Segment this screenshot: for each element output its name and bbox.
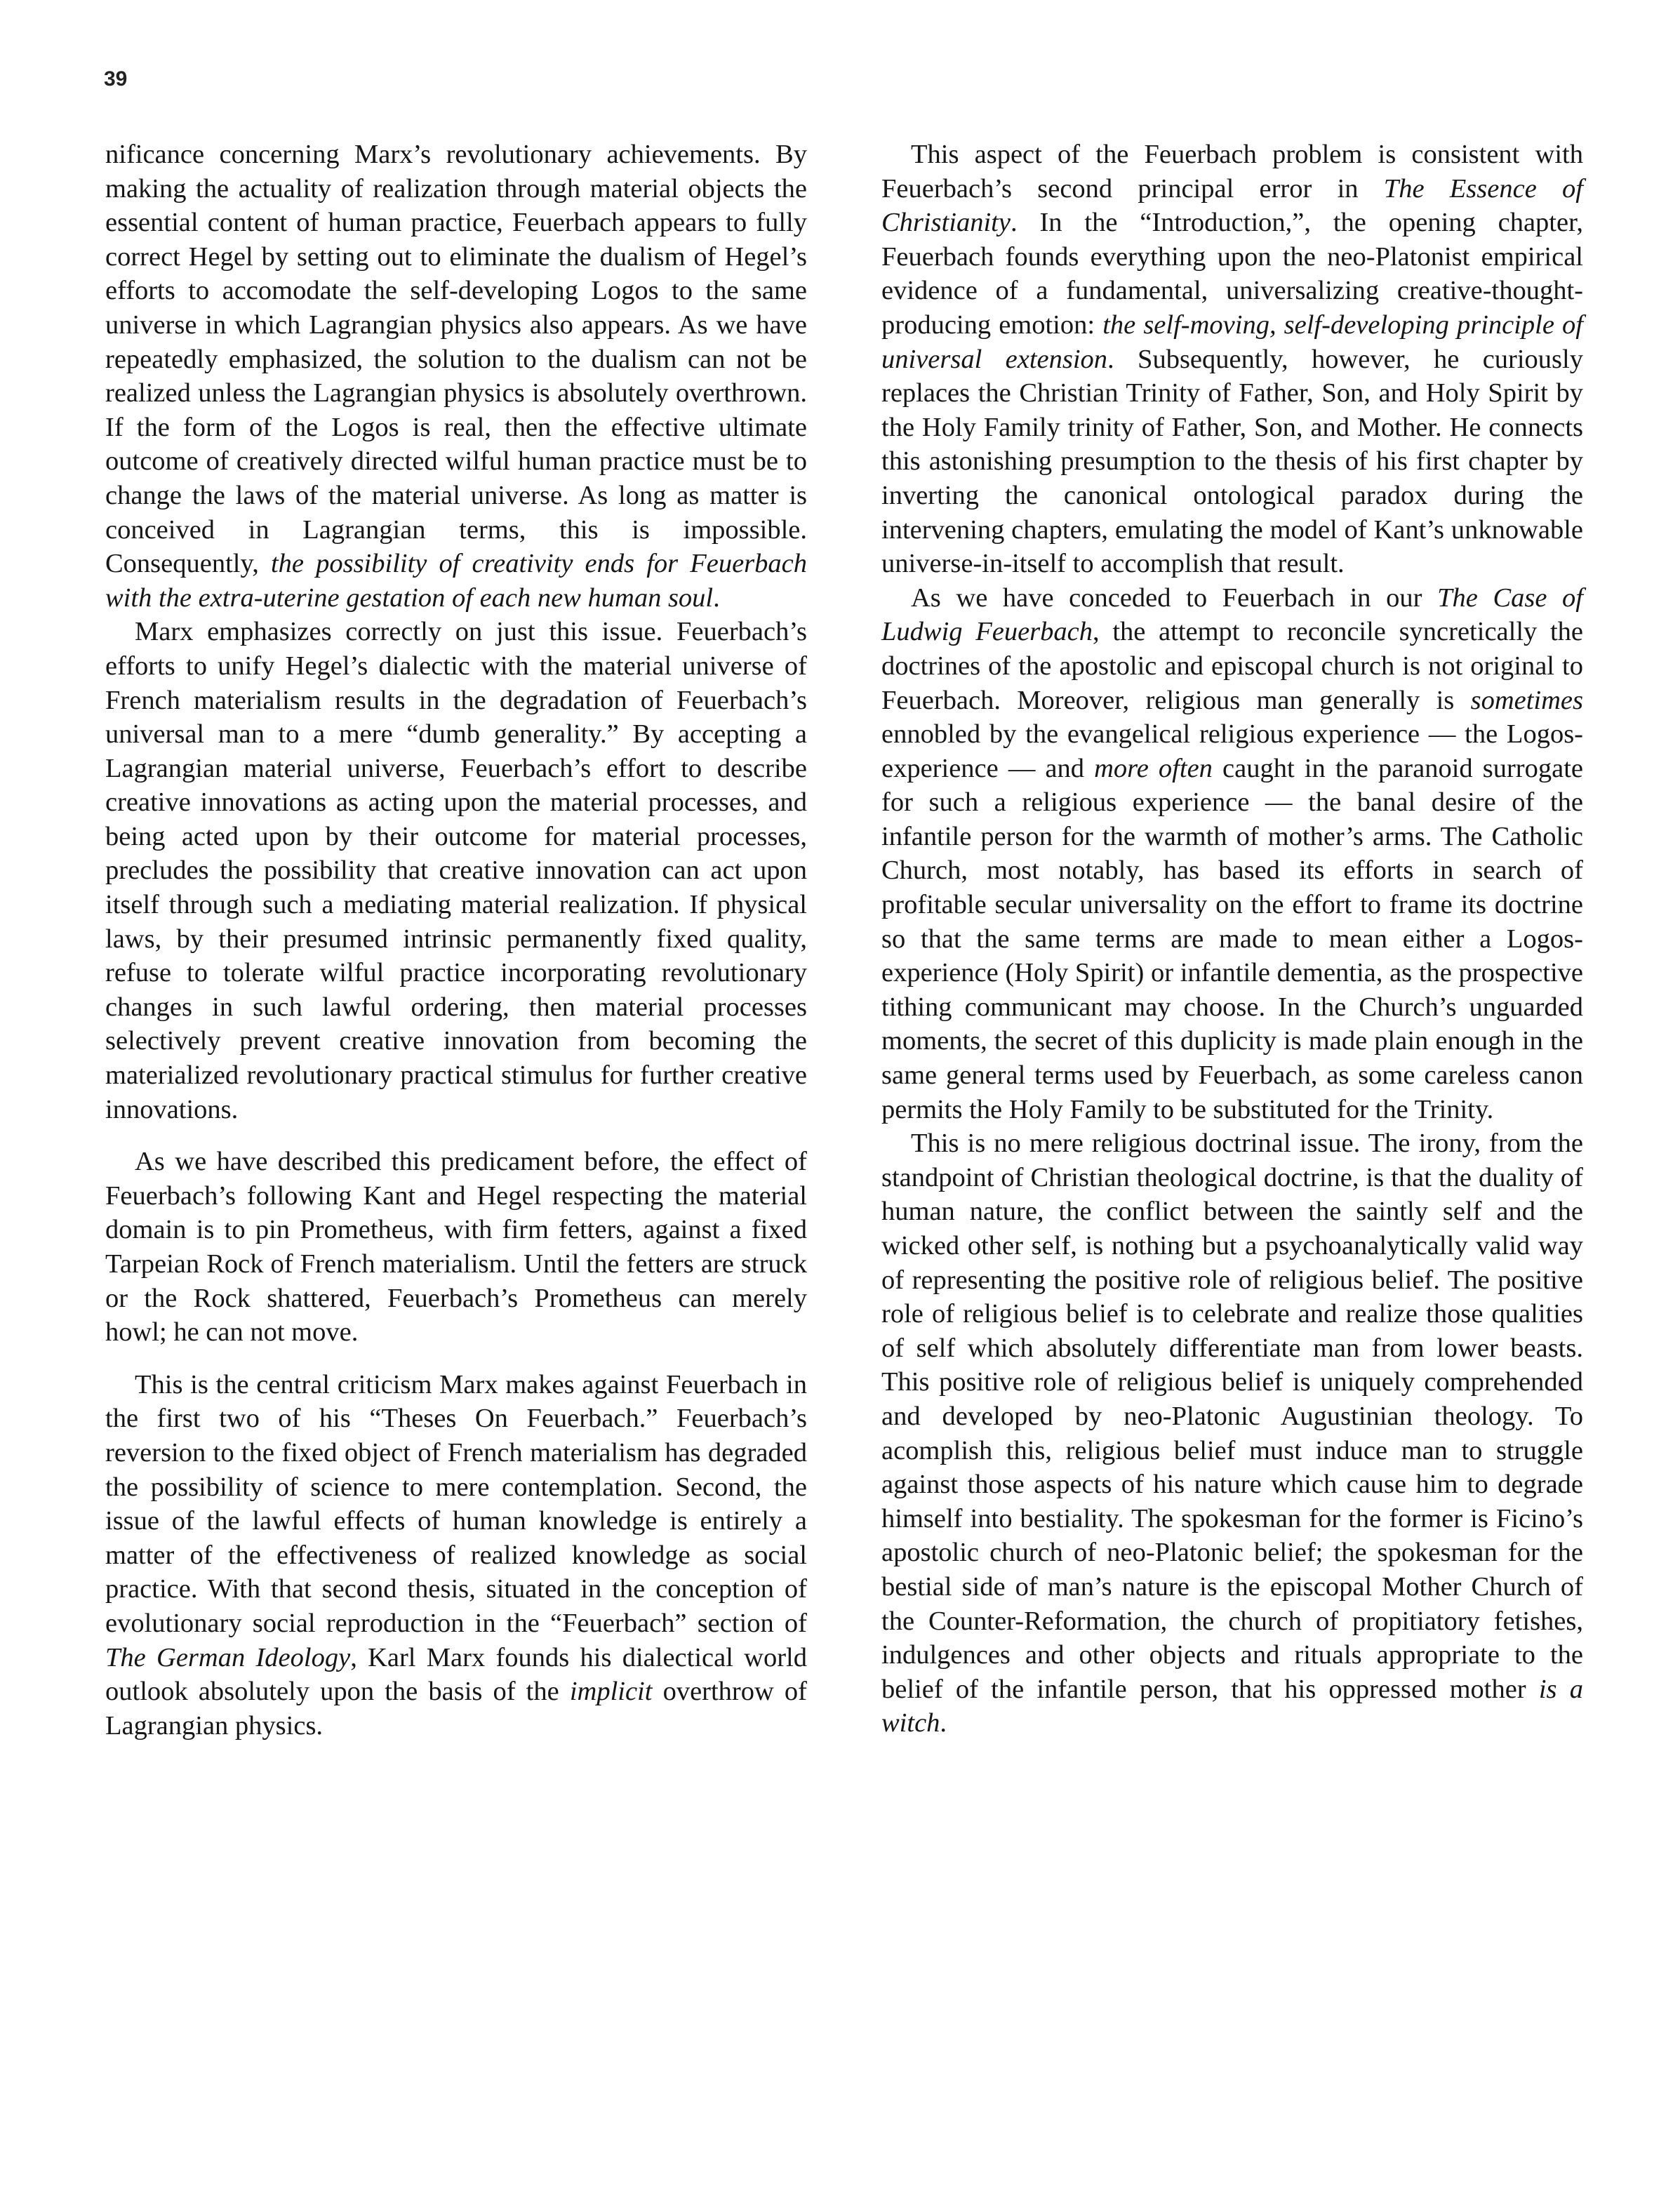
text-run: nificance concerning Marx’s revolutionary achievements. By making the actuality of realization through material objects the essential content of human practice, Feuerbach appears to fully correct Hegel by setting out to eliminate the dualism of Hegel’s efforts to accomodate the self-developing Logos to the same universe in which Lagrangian physics also appears. As we have repeatedly emphasized, the solution to the dualism can not be realized unless the Lagrangian physics is absolutely overthrown. If the form of the Logos is real, then the effective ultimate outcome of creatively directed wilful human practice must be to change the laws of the material universe. As long as matter is conceived in Lagrangian terms, this is impossible. Consequently, xyxy=(105,140,807,579)
right-column xyxy=(881,138,1583,1741)
italic-text: implicit xyxy=(569,1677,653,1707)
paragraph xyxy=(881,581,1583,1127)
text-run: . xyxy=(940,1708,947,1738)
paragraph xyxy=(105,1368,807,1743)
text-run: This is no mere religious doctrinal issue. The irony, from the standpoint of Christian theological doctrine, is that the duality of human nature, the conflict between the saintly self and the wicked other self, is nothing but a psychoanalytically valid way of representing the positive role of religious belief. The positive role of religious belief is to celebrate and realize those qualities of self which absolutely differentiate man from lower beasts. This positive role of religious belief is uniquely comprehended and developed by neo-Platonic Augustinian theology. To acomplish this, religious belief must induce man to struggle against those aspects of his nature which cause him to degrade himself into bestiality. The spokesman for the former is Ficino’s apostolic church of neo-Platonic belief; the spokesman for the bestial side of man’s nature is the episcopal Mother Church of the Counter-Reformation, the church of propitiatory fetishes, indulgences and other objects and rituals appropriate to the belief of the infantile person, that his oppressed mother xyxy=(881,1129,1583,1704)
italic-text: The Essence of Christianity xyxy=(881,173,1583,238)
italic-text: The Case of Ludwig Feuerbach xyxy=(881,583,1583,647)
text-run: . xyxy=(713,583,720,613)
italic-text: the possibility of creativity ends for Feuerbach with the extra-uterine gestation of each new human soul xyxy=(105,549,807,613)
text-run: As we have described this predicament before, the effect of Feuerbach’s following Kant and Hegel respecting the material domain is to pin Prometheus, with firm fetters, against a fixed Tarpeian Rock of French materialism. Until the fetters are struck or the Rock shattered, Feuerbach’s Prometheus can merely howl; he can not move. xyxy=(105,1147,807,1347)
text-run: This aspect of the Feuerbach problem is consistent with Feuerbach’s second principal error in xyxy=(881,140,1583,204)
italic-text: sometimes xyxy=(1470,685,1583,715)
paragraph xyxy=(881,1126,1583,1741)
text-run: . In the “Introduction,”, the opening chapter, Feuerbach founds everything upon the neo-Platonist empirical evidence of a fundamental, universalizing creative-thought-producing emotion: xyxy=(881,208,1583,340)
text-run: Marx emphasizes correctly on just this issue. Feuerbach’s efforts to unify Hegel’s dialectic with the material universe of French materialism results in the degradation of Feuerbach’s universal man to a mere “dumb generality.” By accepting a Lagrangian material universe, Feuerbach’s effort to describe creative innovations as acting upon the material processes, and being acted upon by their outcome for material processes, precludes the possibility that creative innovation can act upon itself through such a mediating material realization. If physical laws, by their presumed intrinsic permanently fixed quality, refuse to tolerate wilful practice incorporating revolutionary changes in such lawful ordering, then material processes selectively prevent creative innovation from becoming the materialized revolutionary practical stimulus for further creative innovations. xyxy=(105,617,807,1124)
paragraph xyxy=(105,1145,807,1350)
left-column xyxy=(105,138,807,1743)
text-run: overthrow of Lagrangian physics. xyxy=(105,1677,807,1741)
page-number: 39 xyxy=(104,67,128,91)
paragraph xyxy=(105,615,807,1126)
italic-text: more often xyxy=(1094,753,1213,783)
text-run: This is the central criticism Marx makes against Feuerbach in the first two of his “Theses On Feuerbach.” Feuerbach’s reversion to the fixed object of French materialism has degraded the possibility of science to mere contemplation. Second, the issue of the lawful effects of human knowledge is entirely a matter of the effectiveness of realized knowledge as social practice. With that second thesis, situated in the conception of evolutionary social reproduction in the “Feuerbach” section of xyxy=(105,1369,807,1638)
paragraph xyxy=(881,138,1583,581)
text-run: As we have conceded to Feuerbach in our xyxy=(911,583,1438,613)
text-run: , the attempt to reconcile syncretically the doctrines of the apostolic and episcopal church is not original to Feuerbach. Moreover, religious man generally is xyxy=(881,617,1583,715)
text-run: ennobled by the evangelical religious experience — the Logos-experience — and xyxy=(881,719,1583,783)
text-run: . Subsequently, however, he curiously replaces the Christian Trinity of Father, Son, and Holy Spirit by the Holy Family trinity of Father, Son, and Mother. He connects this astonishing presumption to the thesis of his first chapter by inverting the canonical ontological paradox during the intervening chapters, emulating the model of Kant’s unknowable universe-in-itself to accomplish that result. xyxy=(881,344,1583,579)
paragraph xyxy=(105,138,807,615)
italic-text: the self-moving, self-developing principle of universal extension xyxy=(881,310,1584,374)
italic-text: The German Ideology xyxy=(105,1642,351,1672)
italic-text: is a witch xyxy=(881,1674,1583,1738)
text-run: caught in the paranoid surrogate for such a religious experience — the banal desire of the infantile person for the warmth of mother’s arms. The Catholic Church, most notably, has based its efforts in search of profitable secular universality on the effort to frame its doctrine so that the same terms are made to mean either a Logos-experience (Holy Spirit) or infantile dementia, as the prospective tithing communicant may choose. In the Church’s unguarded moments, the secret of this duplicity is made plain enough in the same general terms used by Feuerbach, as some careless canon permits the Holy Family to be substituted for the Trinity. xyxy=(881,753,1584,1124)
text-run: , Karl Marx founds his dialectical world outlook absolutely upon the basis of the xyxy=(105,1642,808,1707)
